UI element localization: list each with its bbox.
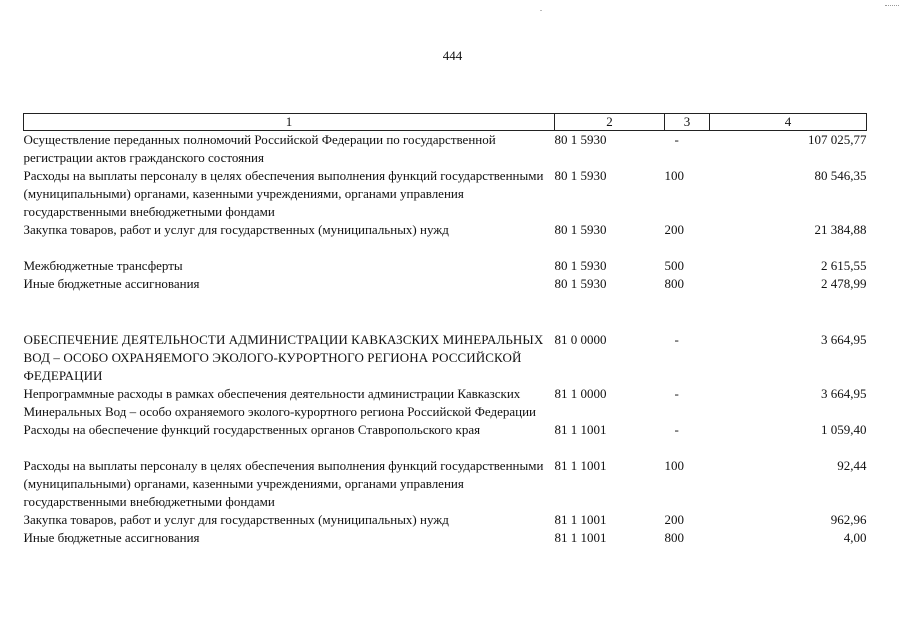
row-sum: 2 615,55 [821, 258, 867, 273]
row-name: ОБЕСПЕЧЕНИЕ ДЕЯТЕЛЬНОСТИ АДМИНИСТРАЦИИ КАВКАЗСКИХ МИНЕРАЛЬНЫХ ВОД – ОСОБО ОХРАНЯЕМОГО ЭКОЛОГО-КУРОРТНОГО РЕГИОНА РОССИЙСКОЙ ФЕДЕРАЦИИ [23, 332, 544, 383]
header-col-1: 1 [24, 114, 555, 131]
row-type: 200 [664, 222, 684, 237]
table-row [24, 421, 867, 439]
row-sum: 3 664,95 [821, 332, 867, 347]
spacer-row [24, 293, 867, 313]
row-type: 800 [664, 276, 684, 291]
scan-corner-mark [885, 5, 899, 6]
row-sum: 962,96 [830, 512, 867, 527]
header-col-4: 4 [710, 114, 867, 131]
row-code: 81 0 0000 [554, 332, 607, 347]
row-name: Непрограммные расходы в рамках обеспечения деятельности администрации Кавказских Минеральных Вод – особо охраняемого эколого-курортного региона Российской Федерации [23, 386, 536, 419]
row-sum: 2 478,99 [821, 276, 867, 291]
row-type: 200 [664, 512, 684, 527]
row-type: 500 [664, 258, 684, 273]
table-row [24, 511, 867, 529]
row-code: 80 1 5930 [554, 222, 607, 237]
table-row [24, 385, 867, 421]
row-type: 100 [664, 458, 684, 473]
row-name: Осуществление переданных полномочий Российской Федерации по государственной регистрации актов гражданского состояния [23, 132, 496, 165]
row-sum: 3 664,95 [821, 386, 867, 401]
row-code: 81 1 1001 [554, 458, 607, 473]
row-name: Иные бюджетные ассигнования [23, 276, 200, 291]
row-type: - [674, 132, 679, 147]
table-header-row [24, 114, 867, 131]
spacer-row [24, 313, 867, 331]
row-code: 81 1 1001 [554, 530, 607, 545]
row-name: Закупка товаров, работ и услуг для государственных (муниципальных) нужд [23, 222, 449, 237]
row-name: Межбюджетные трансферты [23, 258, 183, 273]
row-code: 81 1 1001 [554, 422, 607, 437]
row-sum: 107 025,77 [808, 132, 867, 147]
row-sum: 4,00 [843, 530, 867, 545]
row-code: 80 1 5930 [554, 168, 607, 183]
row-name: Расходы на выплаты персоналу в целях обеспечения выполнения функций государственными (муниципальными) органами, казенными учреждениями, органами управления государственными внебюджетными фондами [23, 168, 544, 219]
row-type: - [674, 386, 679, 401]
row-type: 800 [664, 530, 684, 545]
table-row [24, 457, 867, 511]
table-row [24, 257, 867, 275]
table-row [24, 275, 867, 293]
spacer-row [24, 239, 867, 257]
spacer-row [24, 439, 867, 457]
row-type: - [674, 422, 679, 437]
row-code: 80 1 5930 [554, 276, 607, 291]
header-col-2: 2 [555, 114, 665, 131]
row-code: 80 1 5930 [554, 258, 607, 273]
row-name: Иные бюджетные ассигнования [23, 530, 200, 545]
header-col-3: 3 [665, 114, 710, 131]
row-code: 81 1 1001 [554, 512, 607, 527]
budget-table [23, 113, 867, 547]
row-sum: 21 384,88 [814, 222, 867, 237]
row-type: 100 [664, 168, 684, 183]
scan-speck [540, 10, 542, 11]
table-row [24, 131, 867, 168]
table-row [24, 331, 867, 385]
row-sum: 92,44 [837, 458, 867, 473]
row-code: 80 1 5930 [554, 132, 607, 147]
table-row [24, 529, 867, 547]
row-type: - [674, 332, 679, 347]
row-sum: 1 059,40 [821, 422, 867, 437]
row-sum: 80 546,35 [814, 168, 867, 183]
table-row [24, 221, 867, 239]
page-number: 444 [442, 48, 463, 63]
table-row [24, 167, 867, 221]
row-code: 81 1 0000 [554, 386, 607, 401]
row-name: Закупка товаров, работ и услуг для государственных (муниципальных) нужд [23, 512, 449, 527]
row-name: Расходы на обеспечение функций государственных органов Ставропольского края [23, 422, 481, 437]
row-name: Расходы на выплаты персоналу в целях обеспечения выполнения функций государственными (муниципальными) органами, казенными учреждениями, органами управления государственными внебюджетными фондами [23, 458, 544, 509]
